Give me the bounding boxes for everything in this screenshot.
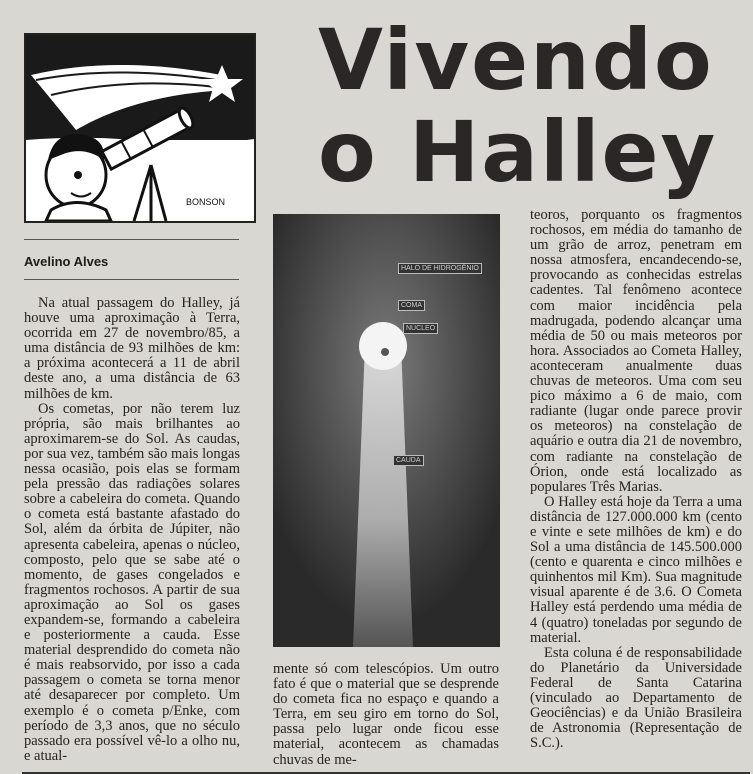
comet-photo	[273, 214, 500, 647]
paragraph: teoros, porquanto os fragmentos rochosos, em média do tamanho de um grão de arroz, penetram em nossa atmosfera, encandecendo-se, provocando as conhecidas estrelas cadentes. Tal fenômeno acontece com maior incidência pela madrugada, podendo alcançar uma média de 50 ou mais meteoros por hora. Associados ao Cometa Halley, aconteceram anualmente duas chuvas de meteoros. Uma com seu pico máximo a 6 de maio, com radiante (lugar onde parece provir os meteoros) na constelação de aquário e outra dia 21 de novembro, com radiante na constelação de Órion, onde está localizado as populares Três Marias.	[530, 207, 742, 495]
article-column-3	[530, 208, 742, 751]
photo-label-coma: COMA	[398, 300, 425, 311]
paragraph: O Halley está hoje da Terra a uma distância de 127.000.000 km (cento e vinte e sete milhões de km) e do Sol a uma distância de 145.500.000 (cento e quarenta e cinco milhões e quinhentos mil Km). Sua magnitude visual aparente é de 3.6. O Cometa Halley está perdendo uma média de 4 (quatro) toneladas por segundo de material.	[530, 493, 742, 646]
paragraph: Os cometas, por não terem luz própria, são mais brilhantes ao aproximarem-se do Sol. As caudas, por sua vez, também são mais longas nessa ocasião, pois elas se formam pela pressão das radiações solares sobre a cabeleira do cometa. Quando o cometa está bastante afastado do Sol, além da órbita de Júpiter, não apresenta cabeleira, apenas o núcleo, composto, pelo que se sabe até o momento, de gases congelados e fragmentos rochosos. A partir de sua aproximação ao Sol os gases expandem-se, formando a cabeleira e posteriormente a cauda. Esse material desprendido do cometa não é mais reabsorvido, por isso a cada passagem o cometa se torna menor até desaparecer por completo. Um exemplo é o cometa p/Enke, com período de 3,3 anos, que no século passado era possível vê-lo a olho nu, e atual-	[24, 400, 240, 764]
cartoon-illustration	[24, 33, 256, 223]
article-column-1	[24, 296, 240, 764]
photo-label-hydrogen: HALO DE HIDROGÊNIO	[398, 263, 482, 274]
halley-comet-image	[273, 214, 500, 647]
photo-label-nucleus: NÚCLEO	[403, 323, 438, 334]
divider	[24, 279, 239, 280]
headline-line2: o Halley	[318, 103, 718, 201]
cartoon-signature: BONSON	[186, 197, 226, 207]
paragraph: mente só com telescópios. Um outro fato é que o material que se desprende do cometa fica no espaço e quando a Terra, em seu giro em torno do Sol, passa pelo lugar onde ficou esse material, acontecem as chamadas chuvas de me-	[273, 661, 499, 768]
headline-line1: Vivendo	[318, 11, 714, 109]
article-column-2	[273, 662, 499, 768]
comet-telescope-cartoon-icon	[26, 35, 254, 221]
photo-label-tail: CAUDA	[393, 455, 424, 466]
author-byline: Avelino Alves	[24, 254, 109, 269]
paragraph: Esta coluna é de responsabilidade do Planetário da Universidade Federal de Santa Catarina (vinculado ao Departamento de Geociências) e da União Brasileira de Astronomia (Representação de S.C.).	[530, 644, 742, 752]
paragraph: Na atual passagem do Halley, já houve uma aproximação à Terra, ocorrida em 27 de novembro/85, a uma distância de 93 milhões de km: a próxima acontecerá a 11 de abril deste ano, a uma distância de 63 milhões de km.	[24, 295, 240, 402]
divider	[24, 239, 239, 240]
